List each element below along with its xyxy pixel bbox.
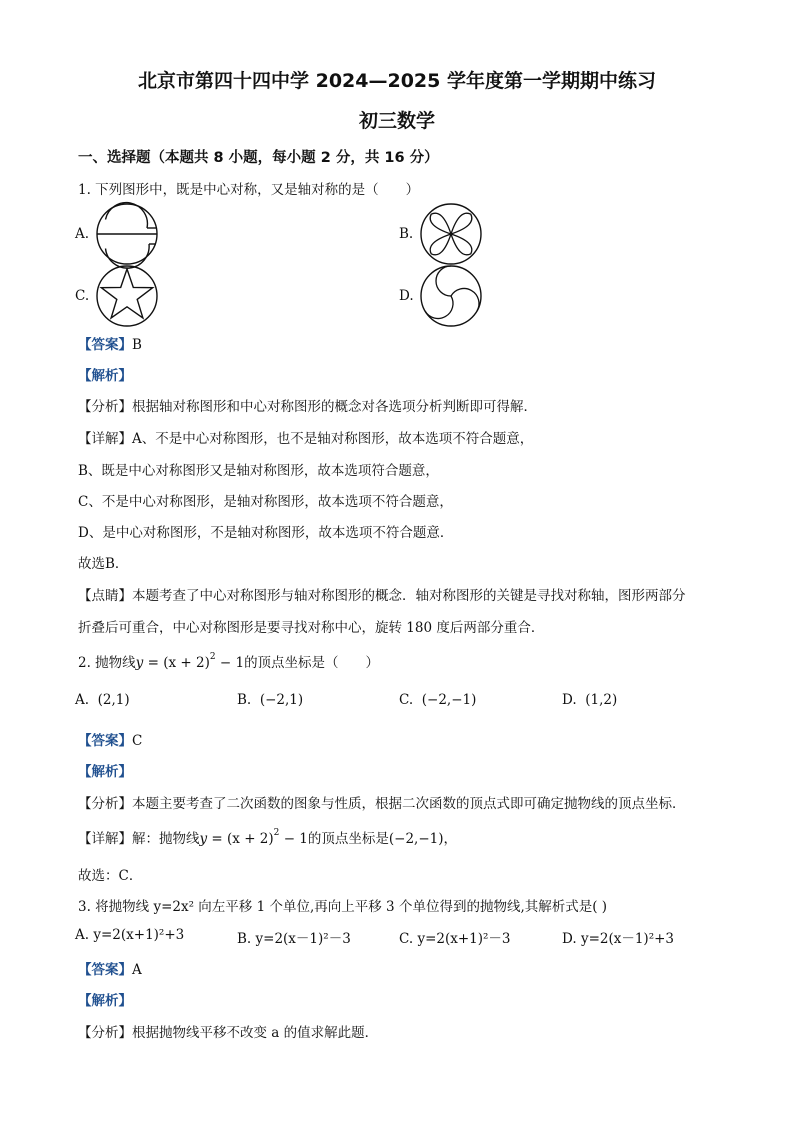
q1-option-b-label: B.: [399, 226, 414, 242]
q1-stem: 1. 下列图形中，既是中心对称，又是轴对称的是（ ）: [78, 182, 420, 198]
detail-tag: 【详解】: [78, 831, 132, 847]
q1-answer: [78, 333, 142, 353]
q2-analysis-heading: [78, 760, 132, 780]
detail-tag: 【详解】: [78, 431, 132, 447]
q2-option-c: C. (−2,−1): [399, 692, 477, 708]
q2-option-d: D. (1,2): [562, 692, 618, 708]
fenxi-text: 本题主要考查了二次函数的图象与性质，根据二次函数的顶点式即可确定抛物线的顶点坐标．: [132, 796, 686, 812]
q2-equation: $y = (x + 2)^2 - 1$: [135, 652, 245, 671]
dianjing-tag: 【点睛】: [78, 588, 132, 604]
analysis-tag: 【解析】: [78, 368, 132, 384]
q3-option-b: B. y=2(x－1)²－3: [237, 931, 351, 947]
answer-value: A: [132, 962, 142, 978]
q3-option-a: A. y=2(x+1)²+3: [75, 927, 185, 943]
q1-option-c-label: C.: [75, 288, 90, 304]
five-point-star-in-circle-icon: [95, 264, 159, 328]
q3-answer: [78, 958, 142, 978]
q1-analysis-heading: [78, 364, 132, 384]
section-heading: 一、选择题（本题共 8 小题，每小题 2 分，共 16 分）: [78, 150, 439, 166]
fenxi-tag: 【分析】: [78, 1025, 132, 1041]
e-shape-in-circle-icon: [95, 202, 159, 266]
answer-tag: 【答案】: [78, 337, 132, 353]
q3-stem: 3. 将抛物线 y=2x² 向左平移 1 个单位,再向上平移 3 个单位得到的抛物线,其解析式是( ): [78, 899, 608, 915]
q1-dianjing-1: [78, 584, 686, 604]
four-petal-flower-in-circle-icon: [419, 202, 483, 266]
fenxi-tag: 【分析】: [78, 796, 132, 812]
answer-tag: 【答案】: [78, 962, 132, 978]
answer-value: C: [132, 733, 143, 749]
q2-option-a: A. (2,1): [75, 692, 130, 708]
q2-stem: [78, 651, 379, 671]
q1-choice: 故选B．: [78, 556, 129, 572]
analysis-tag: 【解析】: [78, 764, 132, 780]
q1-option-d-label: D.: [399, 288, 414, 304]
q2-stem-prefix: 2. 抛物线: [78, 655, 136, 671]
q2-option-b: B. (−2,1): [237, 692, 304, 708]
answer-tag: 【答案】: [78, 733, 132, 749]
q3-option-d: D. y=2(x－1)²+3: [562, 931, 675, 947]
q1-detail-d: D、是中心对称图形，不是轴对称图形，故本选项不符合题意．: [78, 525, 454, 541]
q3-option-c: C. y=2(x+1)²－3: [399, 931, 511, 947]
detail-text: A、不是中心对称图形，也不是轴对称图形，故本选项不符合题意，: [132, 431, 534, 447]
q2-stem-suffix: 的顶点坐标是（ ）: [244, 655, 380, 671]
q1-detail-b: B、既是中心对称图形又是轴对称图形，故本选项符合题意，: [78, 463, 439, 479]
swirl-three-arc-in-circle-icon: [419, 264, 483, 328]
fenxi-text: 根据轴对称图形和中心对称图形的概念对各选项分析判断即可得解．: [132, 399, 537, 415]
dianjing-text: 本题考查了中心对称图形与轴对称图形的概念．轴对称图形的关键是寻找对称轴，图形两部分: [132, 588, 686, 604]
q1-option-a-label: A.: [75, 226, 90, 242]
analysis-tag: 【解析】: [78, 993, 132, 1009]
q2-detail-equation: $y = (x + 2)^2 - 1$: [199, 828, 308, 847]
q1-fenxi: [78, 395, 537, 415]
document-title: 北京市第四十四中学 2024—2025 学年度第一学期期中练习: [138, 70, 656, 92]
answer-value: B: [132, 337, 142, 353]
document-subtitle: 初三数学: [358, 110, 435, 132]
q2-choice: 故选：C．: [78, 868, 143, 884]
q2-answer: [78, 729, 142, 749]
fenxi-tag: 【分析】: [78, 399, 132, 415]
q3-fenxi: [78, 1021, 378, 1041]
q2-fenxi: [78, 792, 686, 812]
q1-dianjing-2: 折叠后可重合，中心对称图形是要寻找对称中心，旋转 180 度后两部分重合．: [78, 620, 545, 636]
q3-analysis-heading: [78, 989, 132, 1009]
fenxi-text: 根据抛物线平移不改变 a 的值求解此题．: [132, 1025, 379, 1041]
q1-detail-c: C、不是中心对称图形，是轴对称图形，故本选项不符合题意，: [78, 494, 453, 510]
q1-detail-a: [78, 427, 533, 447]
q2-detail: 【详解】解：抛物线$y = (x + 2)^2 - 1$的顶点坐标是(−2,−1)，: [78, 828, 458, 847]
